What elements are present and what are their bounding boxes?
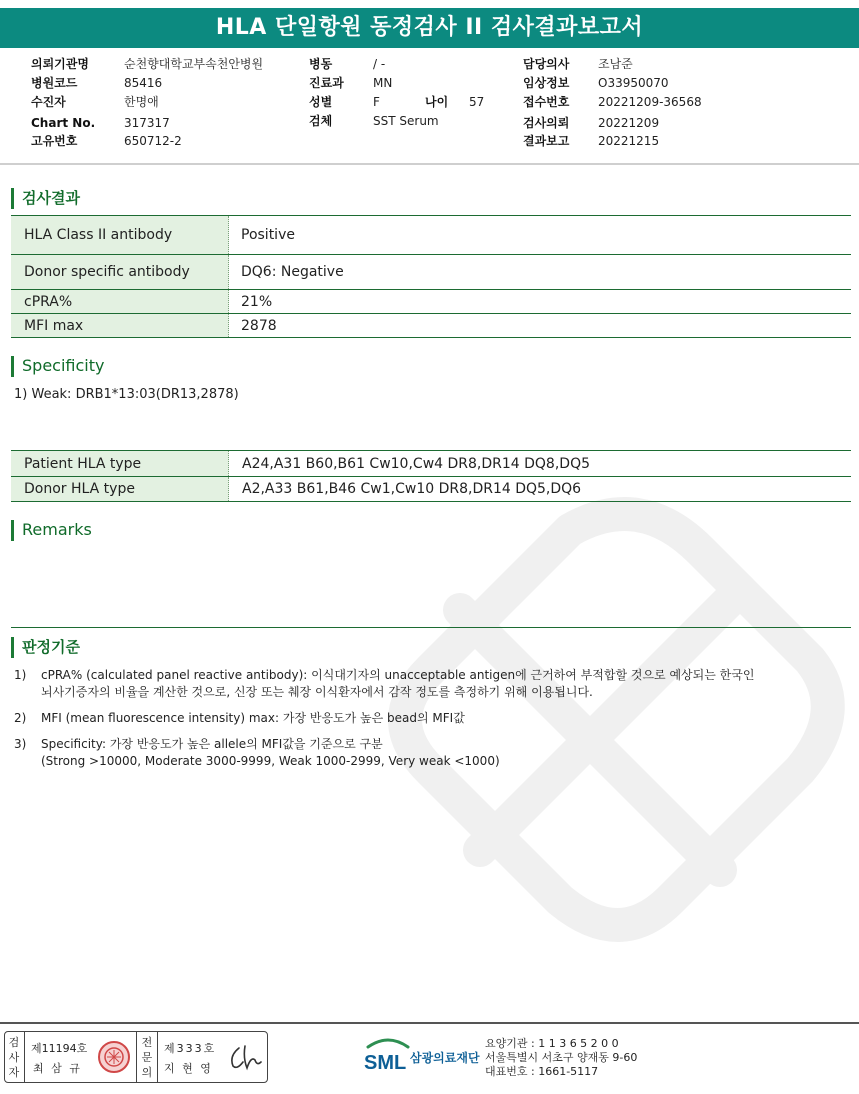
address-line: 서울특별시 서초구 양재동 9-60: [485, 1051, 638, 1064]
row-value: 21%: [241, 293, 273, 310]
table-row: [11, 216, 851, 255]
divider: [157, 1032, 158, 1082]
info-value: SST Serum: [373, 114, 439, 128]
info-label: 접수번호: [523, 95, 570, 109]
row-value: A24,A31 B60,B61 Cw10,Cw4 DR8,DR14 DQ8,DQ5: [242, 455, 590, 472]
header-divider: [0, 163, 859, 165]
row-value: 2878: [241, 317, 277, 334]
info-label: 검체: [309, 114, 333, 128]
table-row: [11, 477, 851, 502]
info-value: MN: [373, 76, 393, 90]
info-value: F: [373, 95, 380, 109]
info-label: 병원코드: [31, 76, 78, 90]
info-value: O33950070: [598, 76, 669, 90]
sml-logo: [362, 1037, 414, 1077]
info-value: 20221209: [598, 116, 660, 130]
row-value: A2,A33 B61,B46 Cw1,Cw10 DR8,DR14 DQ5,DQ6: [242, 481, 582, 497]
info-label: Chart No.: [31, 116, 96, 130]
info-value: 317317: [124, 116, 170, 130]
criteria-number: 2): [14, 711, 27, 725]
info-value: 85416: [124, 76, 163, 90]
divider: [136, 1032, 137, 1082]
criteria-number: 1): [14, 668, 27, 682]
report-title: HLA 단일항원 동정검사 II 검사결과보고서: [0, 8, 859, 48]
info-label: 결과보고: [523, 134, 570, 148]
row-key: Donor HLA type: [11, 477, 229, 501]
row-key: MFI max: [11, 314, 229, 337]
organization-name: 삼광의료재단: [410, 1051, 480, 1065]
criteria-text: (Strong >10000, Moderate 3000-9999, Weak 1000-2999, Very weak <1000): [41, 754, 500, 768]
row-value: Positive: [241, 227, 295, 243]
info-label: 임상정보: [523, 76, 570, 90]
criteria-heading: 판정기준: [11, 637, 80, 658]
specificity-heading: Specificity: [11, 356, 104, 377]
criteria-text: cPRA% (calculated panel reactive antibody): 이식대기자의 unacceptable antigen에 근거하여 부적합할 것으로 예상되는 한국인: [41, 668, 755, 682]
info-value: 조남준: [598, 57, 633, 71]
specialist-name: 지 현 영: [164, 1062, 213, 1075]
table-row: [11, 255, 851, 290]
specificity-line: 1) Weak: DRB1*13:03(DR13,2878): [14, 387, 239, 402]
criteria-item: [14, 736, 844, 770]
criteria-text: 뇌사기증자의 비율을 계산한 것으로, 신장 또는 췌장 이식환자에서 감작 정도를 측정하기 위해 이용됩니다.: [41, 685, 593, 699]
info-value: 20221209-36568: [598, 95, 702, 109]
address-line: 요양기관 : 1 1 3 6 5 2 0 0: [485, 1037, 619, 1050]
remarks-heading: Remarks: [11, 520, 92, 541]
age-value: 57: [469, 95, 485, 109]
footer-divider: [0, 1022, 859, 1024]
criteria-item: [14, 667, 844, 701]
organization-address: [485, 1037, 637, 1079]
results-heading: 검사결과: [11, 188, 80, 209]
info-value: 20221215: [598, 134, 660, 148]
row-key: Donor specific antibody: [11, 255, 229, 289]
row-value: DQ6: Negative: [241, 264, 344, 280]
divider: [24, 1032, 25, 1082]
criteria-item: [14, 710, 844, 728]
row-key: cPRA%: [11, 290, 229, 313]
info-label: 검사의뢰: [523, 116, 570, 130]
info-label: 고유번호: [31, 134, 78, 148]
info-label: 의뢰기관명: [31, 57, 89, 71]
info-label: 병동: [309, 57, 333, 71]
criteria-number: 3): [14, 737, 27, 751]
row-key: HLA Class II antibody: [11, 216, 229, 254]
specialist-label: 전 문 의: [141, 1036, 153, 1079]
row-key: Patient HLA type: [11, 451, 229, 476]
info-value: 650712-2: [124, 134, 182, 148]
age-label: 나이: [425, 95, 449, 109]
specialist-number: 제333호: [164, 1042, 217, 1055]
table-row: [11, 451, 851, 477]
table-row: [11, 290, 851, 314]
info-label: 성별: [309, 95, 333, 109]
info-value: / -: [373, 57, 386, 71]
patient-info-block: [0, 54, 859, 162]
seal-stamp-icon: [97, 1040, 131, 1074]
info-value: 한명애: [124, 95, 159, 109]
criteria-text: MFI (mean fluorescence intensity) max: 가장 반응도가 높은 bead의 MFI값: [41, 711, 465, 725]
criteria-text: Specificity: 가장 반응도가 높은 allele의 MFI값을 기준으로 구분: [41, 737, 383, 751]
examiner-label: 검 사 자: [8, 1036, 20, 1079]
signature-box: [4, 1031, 268, 1083]
info-label: 수진자: [31, 95, 66, 109]
examiner-number: 제11194호: [31, 1042, 88, 1055]
svg-text:SML: SML: [364, 1052, 407, 1074]
info-value: 순천향대학교부속천안병원: [124, 57, 264, 71]
table-row: [11, 314, 851, 338]
section-divider: [11, 627, 851, 628]
info-label: 담당의사: [523, 57, 570, 71]
info-label: 진료과: [309, 76, 344, 90]
signature-icon: [227, 1042, 263, 1074]
examiner-name: 최 삼 규: [33, 1062, 82, 1075]
address-line: 대표번호 : 1661-5117: [485, 1065, 599, 1078]
